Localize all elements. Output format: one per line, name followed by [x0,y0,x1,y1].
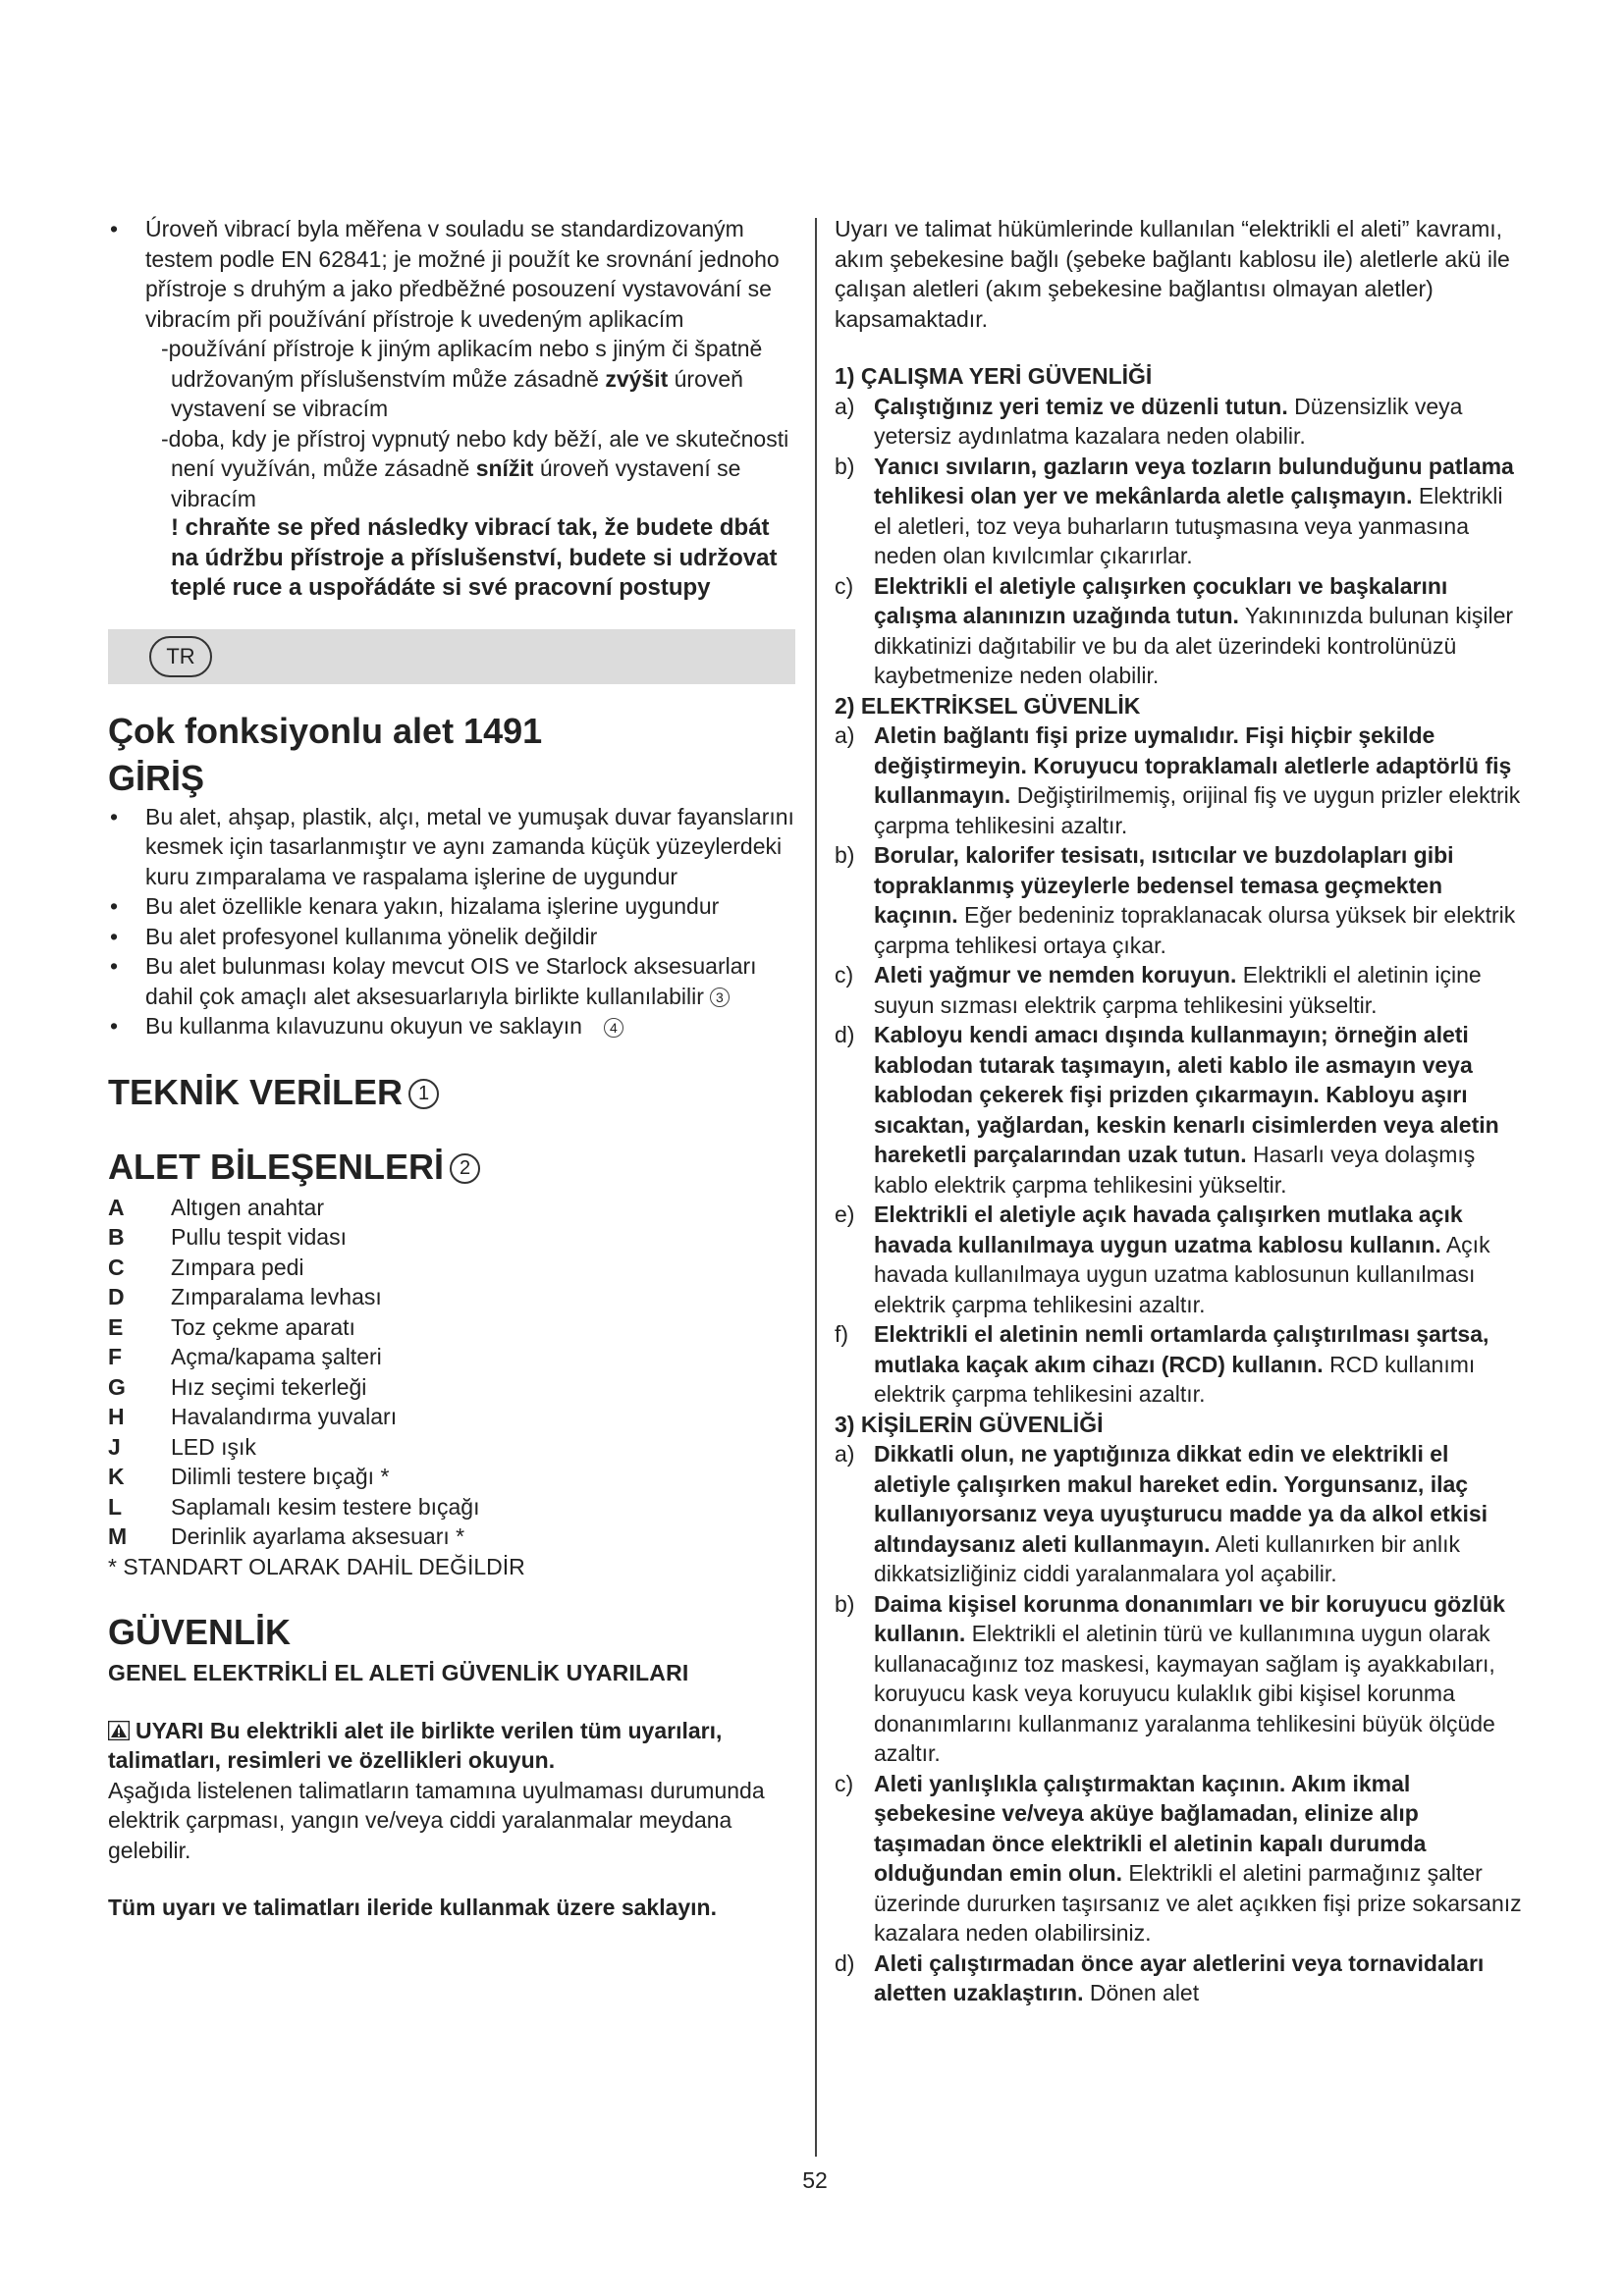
safety-item: c) Elektrikli el aletiyle çalışırken çocukları ve başkalarını çalışma alanınızın uzağında tutun. Yakınınızda bulunan kişiler dikkatinizi dağıtabilir ve bu da alet üzerindeki kontrolünüzü kaybetmenize neden olabilir. [835,572,1514,688]
vibration-sub-decrease: -doba, kdy je přístroj vypnutý nebo kdy běží, ale ve skutečnosti není využíván, může zásadně snížit úroveň vystavení se vibracím [161,425,789,511]
safety-item: b) Yanıcı sıvıların, gazların veya tozların bulunduğunu patlama tehlikesi olan yer ve mekânlarda aletle çalışmayın. Elektrikli el aletleri, toz veya buharların tutuşmasına veya yanmasına neden olan kıvılcımlar çıkarırlar. [835,453,1514,568]
column-divider [815,218,817,2157]
figure-ref: 4 [604,1018,623,1038]
part-row: C Zımpara pedi [108,1254,304,1280]
safety-item: a) Dikkatli olun, ne yaptığınıza dikkat edin ve elektrikli el aletiyle çalışırken makul hareket edin. Yorgunsanız, ilaç kullanıyorsanız veya uyuşturucu madde ya da alkol etkisi altındaysanız aleti kullanmayın. Aleti kullanırken bir anlık dikkatsizliğiniz ciddi yaralanmalara yol açabilir. [835,1441,1489,1586]
part-row: D Zımparalama levhası [108,1284,382,1309]
section-title: 2) ELEKTRİKSEL GÜVENLİK [835,692,1141,719]
part-row: L Saplamalı kesim testere bıçağı [108,1493,480,1520]
language-banner [108,629,795,684]
part-row: B Pullu tespit vidası [108,1224,347,1250]
left-column [108,214,795,1923]
intro-bullet: • Bu alet profesyonel kullanıma yönelik değildir [108,922,795,952]
part-row: J LED ışık [108,1433,256,1460]
part-row: M Derinlik ayarlama aksesuarı * [108,1523,465,1549]
parts-list [108,1193,795,1582]
keep-instructions: Tüm uyarı ve talimatları ileride kullanmak üzere saklayın. [108,1895,718,1920]
safety-item: d) Aleti çalıştırmadan önce ayar aletlerini veya tornavidaları aletten uzaklaştırın. Dönen alet [835,1949,1485,2005]
vibration-sub-increase: -používání přístroje k jiným aplikacím nebo s jiným či špatně udržovaným příslušenstvím může zásadně zvýšit úroveň vystavení se vibracím [161,336,763,421]
vibration-bullet: • Úroveň vibrací byla měřena v souladu se standardizovaným testem podle EN 62841; je možné ji použít ke srovnání jednoho přístroje s druhým a jako předběžné posouzení vystavování se vibracím při používání přístroje k uvedeným aplikacím [108,214,795,334]
part-row: E Toz çekme aparatı [108,1313,355,1340]
section-title: 3) KİŞİLERİN GÜVENLİĞİ [835,1411,1104,1437]
tech-data-heading: TEKNİK VERİLER 1 [108,1069,795,1116]
parts-note: * STANDART OLARAK DAHİL DEĞİLDİR [108,1553,525,1579]
part-row: H Havalandırma yuvaları [108,1404,398,1429]
safety-heading: GÜVENLİK [108,1612,292,1652]
safety-item: a) Aletin bağlantı fişi prize uymalıdır. Fişi hiçbir şekilde değiştirmeyin. Koruyucu topraklamalı aletlerle adaptörlü fiş kullanmayın. Değiştirilmemiş, orijinal fiş ve uygun prizler elektrik çarpma tehlikesini azaltır. [835,722,1521,838]
section-title: 1) ÇALIŞMA YERİ GÜVENLİĞİ [835,363,1153,389]
vibration-warning: ! chraňte se před následky vibrací tak, že budete dbát na údržbu přístroje a příslušenství, budete si udržovat teplé ruce a uspořádáte si své pracovní postupy [171,514,778,601]
safety-item: c) Aleti yağmur ve nemden koruyun. Elektrikli el aletinin içine suyun sızması elektrik çarpma tehlikesini yükseltir. [835,962,1482,1018]
part-row: K Dilimli testere bıçağı * [108,1464,390,1489]
part-row: F Açma/kapama şalteri [108,1344,382,1369]
warning-text: Aşağıda listelenen talimatların tamamına uyulmaması durumunda elektrik çarpması, yangın ve/veya ciddi yaralanmalar meydana gelebilir. [108,1777,765,1863]
product-title: Çok fonksiyonlu alet 1491 [108,710,543,751]
figure-ref: 1 [408,1079,439,1109]
warning-block [108,1716,795,1866]
safety-item: f) Elektrikli el aletinin nemli ortamlarda çalıştırılması şartsa, mutlaka kaçak akım cihazı (RCD) kullanın. RCD kullanımı elektrik çarpma tehlikesini azaltır. [835,1321,1489,1407]
parts-heading: ALET BİLEŞENLERİ 2 [108,1144,795,1191]
part-row: A Altıgen anahtar [108,1194,325,1220]
figure-ref: 3 [710,988,730,1007]
figure-ref: 2 [450,1153,480,1184]
intro-list [108,802,795,1041]
safety-item: c) Aleti yanlışlıkla çalıştırmaktan kaçının. Akım ikmal şebekesine ve/veya aküye bağlamadan, elinize alıp taşımadan önce elektrikli el aletinin kapalı durumda olduğundan emin olun. Elektrikli el aletini parmağınız şalter üzerinde dururken taşırsanız ve alet açıkken fişi prize sokarsanız kazalara neden olabilirsiniz. [835,1770,1522,1946]
warning-icon [108,1721,130,1740]
part-row: G Hız seçimi tekerleği [108,1373,367,1400]
intro-heading: GİRİŞ [108,757,205,798]
safety-item: d) Kabloyu kendi amacı dışında kullanmayın; örneğin aleti kablodan tutarak taşımayın, aleti kablo ile asmayın veya kablodan çekerek fişi prizden çıkarmayın. Kabloyu aşırı sıcaktan, yağlardan, keskin kenarlı cisimlerden veya aletin hareketli parçalarından uzak tutun. Hasarlı veya dolaşmış kablo elektrik çarpma tehlikesini yükseltir. [835,1022,1499,1198]
language-badge: TR [149,636,212,677]
safety-item: b) Daima kişisel korunma donanımları ve bir koruyucu gözlük kullanın. Elektrikli el aletinin türü ve kullanımına uygun olarak kullanacağınız toz maskesi, kaymayan sağlam iş ayakkabıları, koruyucu kask veya koruyucu kulaklık gibi kişisel korunma donanımlarını kullanmanız yaralanma tehlikesini büyük ölçüde azaltır. [835,1590,1505,1766]
safety-subheading: GENEL ELEKTRİKLİ EL ALETİ GÜVENLİK UYARILARI [108,1660,689,1685]
intro-bullet: • Bu alet, ahşap, plastik, alçı, metal ve yumuşak duvar fayanslarını kesmek için tasarlanmıştır ve aynı zamanda küçük yüzeylerdeki kuru zımparalama ve raspalama işlerine de uygundur [108,802,795,892]
safety-item: b) Borular, kalorifer tesisatı, ısıtıcılar ve buzdolapları gibi topraklanmış yüzeylerle bedensel temasa geçmekten kaçının. Eğer bedeniniz topraklanacak olursa yüksek bir elektrik çarpma tehlikesi ortaya çıkar. [835,842,1516,958]
intro-bullet: • Bu kullanma kılavuzunu okuyun ve saklayın 4 [108,1011,795,1041]
safety-item: e) Elektrikli el aletiyle açık havada çalışırken mutlaka açık havada kullanılmaya uygun uzatma kablosu kullanın. Açık havada kullanılmaya uygun uzatma kablosunun kullanılması elektrik çarpma tehlikesini azaltır. [835,1201,1490,1317]
page-number: 52 [802,2167,828,2193]
definition-intro: Uyarı ve talimat hükümlerinde kullanılan “elektrikli el aleti” kavramı, akım şebekesine bağlı (şebeke bağlantı kablosu ile) aletlerle akü ile çalışan aletleri (akım şebekesine bağlantısı olmayan aletler) kapsamaktadır. [835,216,1510,332]
safety-item: a) Çalıştığınız yeri temiz ve düzenli tutun. Düzensizlik veya yetersiz aydınlatma kazalara neden olabilir. [835,393,1463,449]
intro-bullet: • Bu alet özellikle kenara yakın, hizalama işlerine uygundur [108,891,795,922]
right-column [835,214,1522,2008]
warning-title: UYARI Bu elektrikli alet ile birlikte verilen tüm uyarıları, talimatları, resimleri ve özellikleri okuyun. [108,1717,723,1773]
intro-bullet: • Bu alet bulunması kolay mevcut OIS ve Starlock aksesuarları dahil çok amaçlı alet aksesuarlarıyla birlikte kullanılabilir 3 [108,951,795,1011]
